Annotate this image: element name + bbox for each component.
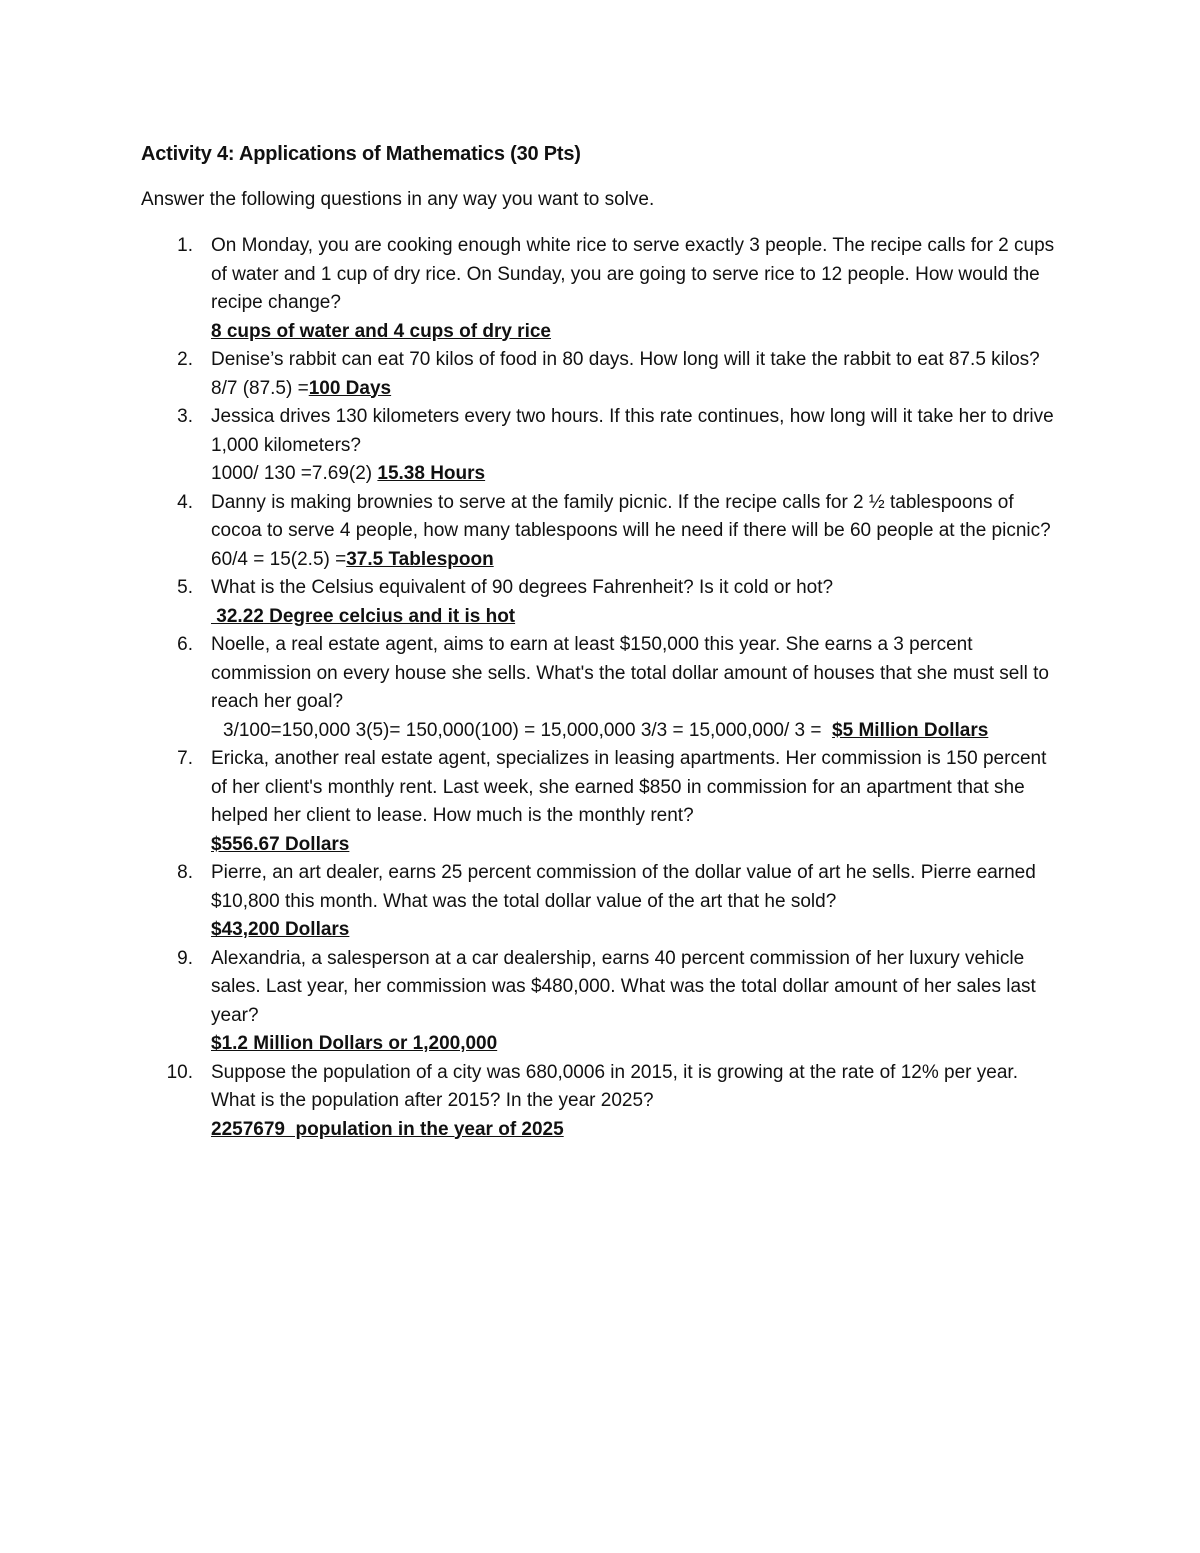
answer: $556.67 Dollars bbox=[211, 833, 350, 855]
working: 8/7 (87.5) = bbox=[211, 377, 309, 399]
question-item-1 bbox=[0, 232, 1200, 346]
question-number: 9. bbox=[177, 947, 193, 969]
question-list bbox=[0, 232, 1200, 1144]
question-text: Pierre, an art dealer, earns 25 percent commission of the dollar value of art he sells. Pierre earned $10,800 this month. What was the total dollar value of the art that he sold? bbox=[211, 862, 1036, 912]
question-text: Suppose the population of a city was 680,0006 in 2015, it is growing at the rate of 12% per year. What is the population after 2015? In the year 2025? bbox=[211, 1061, 1018, 1111]
question-text: Denise’s rabbit can eat 70 kilos of food in 80 days. How long will it take the rabbit to eat 87.5 kilos? bbox=[211, 349, 1040, 370]
answer: 100 Days bbox=[308, 377, 392, 399]
answer: 8 cups of water and 4 cups of dry rice bbox=[211, 320, 551, 342]
question-item-7 bbox=[0, 745, 1200, 859]
question-text: On Monday, you are cooking enough white rice to serve exactly 3 people. The recipe calls for 2 cups of water and 1 cup of dry rice. On Sunday, you are going to serve rice to 12 people. How would the recipe change? bbox=[211, 235, 1055, 313]
question-item-10 bbox=[0, 1059, 1200, 1145]
answer: 2257679 population in the year of 2025 bbox=[211, 1118, 564, 1140]
question-number: 7. bbox=[177, 748, 193, 769]
question-text: Noelle, a real estate agent, aims to earn at least $150,000 this year. She earns a 3 percent commission on every house she sells. What's the total dollar amount of houses that she must sell to reach her goal? bbox=[211, 634, 1049, 712]
question-number: 5. bbox=[177, 577, 193, 598]
question-number: 4. bbox=[177, 491, 193, 513]
question-number: 3. bbox=[177, 406, 193, 427]
question-item-2 bbox=[0, 346, 1200, 403]
question-item-9 bbox=[0, 945, 1200, 1059]
question-number: 6. bbox=[177, 634, 193, 655]
question-number: 10. bbox=[166, 1061, 193, 1083]
question-number: 8. bbox=[177, 862, 193, 883]
answer: 37.5 Tablespoon bbox=[346, 548, 494, 570]
question-item-8 bbox=[0, 859, 1200, 945]
question-number: 2. bbox=[177, 349, 193, 370]
answer: 32.22 Degree celcius and it is hot bbox=[211, 605, 516, 627]
question-item-4 bbox=[0, 489, 1200, 575]
question-text: What is the Celsius equivalent of 90 degrees Fahrenheit? Is it cold or hot? bbox=[211, 577, 834, 598]
question-number: 1. bbox=[177, 235, 193, 256]
question-item-5 bbox=[0, 574, 1200, 631]
answer: $1.2 Million Dollars or 1,200,000 bbox=[211, 1033, 498, 1054]
instructions: Answer the following questions in any way you want to solve. bbox=[141, 189, 655, 210]
question-item-3 bbox=[0, 403, 1200, 489]
working: 1000/ 130 =7.69(2) bbox=[211, 463, 378, 484]
working: 60/4 = 15(2.5) = bbox=[211, 548, 347, 570]
question-text: Alexandria, a salesperson at a car dealership, earns 40 percent commission of her luxury vehicle sales. Last year, her commission was $480,000. What was the total dollar amount of her sales last year? bbox=[211, 947, 1036, 1026]
answer: 15.38 Hours bbox=[377, 463, 486, 484]
working: 3/100=150,000 3(5)= 150,000(100) = 15,000,000 3/3 = 15,000,000/ 3 = bbox=[223, 719, 833, 741]
question-text: Jessica drives 130 kilometers every two hours. If this rate continues, how long will it take her to drive 1,000 kilometers? bbox=[211, 406, 1054, 456]
answer: $43,200 Dollars bbox=[211, 919, 350, 940]
answer: $5 Million Dollars bbox=[832, 719, 989, 741]
question-text: Danny is making brownies to serve at the family picnic. If the recipe calls for 2 ½ tablespoons of cocoa to serve 4 people, how many tablespoons will he need if there will be 60 people at the picnic? bbox=[211, 491, 1051, 541]
question-text: Ericka, another real estate agent, specializes in leasing apartments. Her commission is 150 percent of her client's monthly rent. Last week, she earned $850 in commission for an apartment that she helped her client to lease. How much is the monthly rent? bbox=[211, 748, 1047, 826]
activity-title: Activity 4: Applications of Mathematics (30 Pts) bbox=[141, 143, 581, 165]
question-item-6 bbox=[0, 631, 1200, 745]
